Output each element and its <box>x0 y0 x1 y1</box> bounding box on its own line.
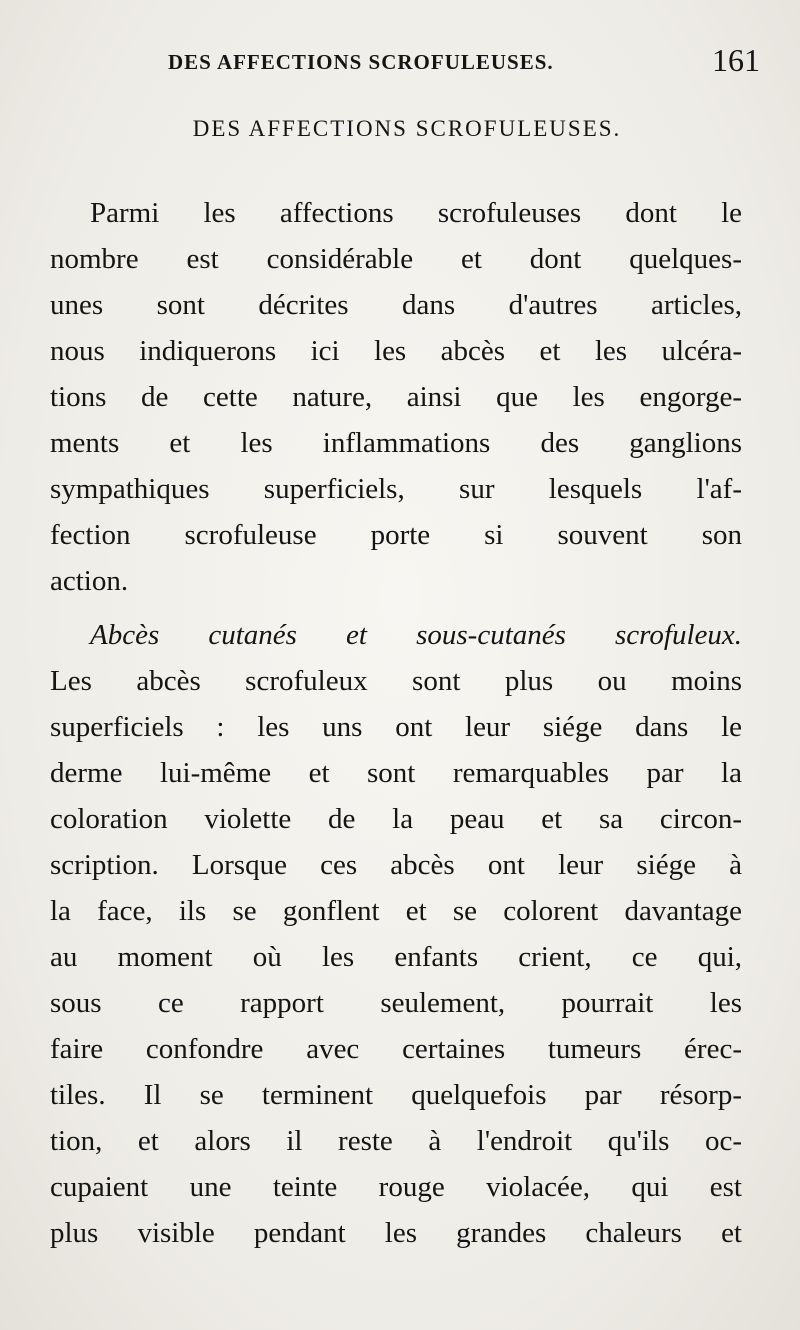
text-line: plus visible pendant les grandes chaleurs et <box>50 1217 742 1249</box>
text-line: Parmi les affections scrofuleuses dont le <box>90 197 742 229</box>
text-line: faire confondre avec certaines tumeurs érec- <box>50 1033 742 1065</box>
text-line: Les abcès scrofuleux sont plus ou moins <box>50 665 742 697</box>
text-line: tiles. Il se terminent quelquefois par résorp- <box>50 1079 742 1111</box>
text-line: superficiels : les uns ont leur siége dans le <box>50 711 742 743</box>
text-line: scription. Lorsque ces abcès ont leur siége à <box>50 849 742 881</box>
text-line: fection scrofuleuse porte si souvent son <box>50 519 742 551</box>
text-line: sous ce rapport seulement, pourrait les <box>50 987 742 1019</box>
text-line: nombre est considérable et dont quelques- <box>50 243 742 275</box>
text-line: action. <box>50 565 129 597</box>
text-line: coloration violette de la peau et sa circon- <box>50 803 742 835</box>
running-head: DES AFFECTIONS SCROFULEUSES. <box>168 50 554 74</box>
text-line: unes sont décrites dans d'autres articles, <box>50 289 742 321</box>
text-line: nous indiquerons ici les abcès et les ulcéra- <box>50 335 742 367</box>
page-header <box>160 44 760 84</box>
subsection-heading: Abcès cutanés et sous-cutanés scrofuleux. <box>90 619 742 651</box>
text-line: tion, et alors il reste à l'endroit qu'ils oc- <box>50 1125 742 1157</box>
text-line: la face, ils se gonflent et se colorent davantage <box>50 895 742 927</box>
page-number: 161 <box>712 42 760 78</box>
text-line: ments et les inflammations des ganglions <box>50 427 742 459</box>
text-line: tions de cette nature, ainsi que les engorge- <box>50 381 742 413</box>
text-line: sympathiques superficiels, sur lesquels l'af- <box>50 473 742 505</box>
text-line: cupaient une teinte rouge violacée, qui est <box>50 1171 742 1203</box>
paragraph-1 <box>50 190 742 604</box>
text-line: au moment où les enfants crient, ce qui, <box>50 941 742 973</box>
paragraph-2 <box>50 612 742 1256</box>
section-title: DES AFFECTIONS SCROFULEUSES. <box>192 116 622 141</box>
text-line: derme lui-même et sont remarquables par la <box>50 757 742 789</box>
